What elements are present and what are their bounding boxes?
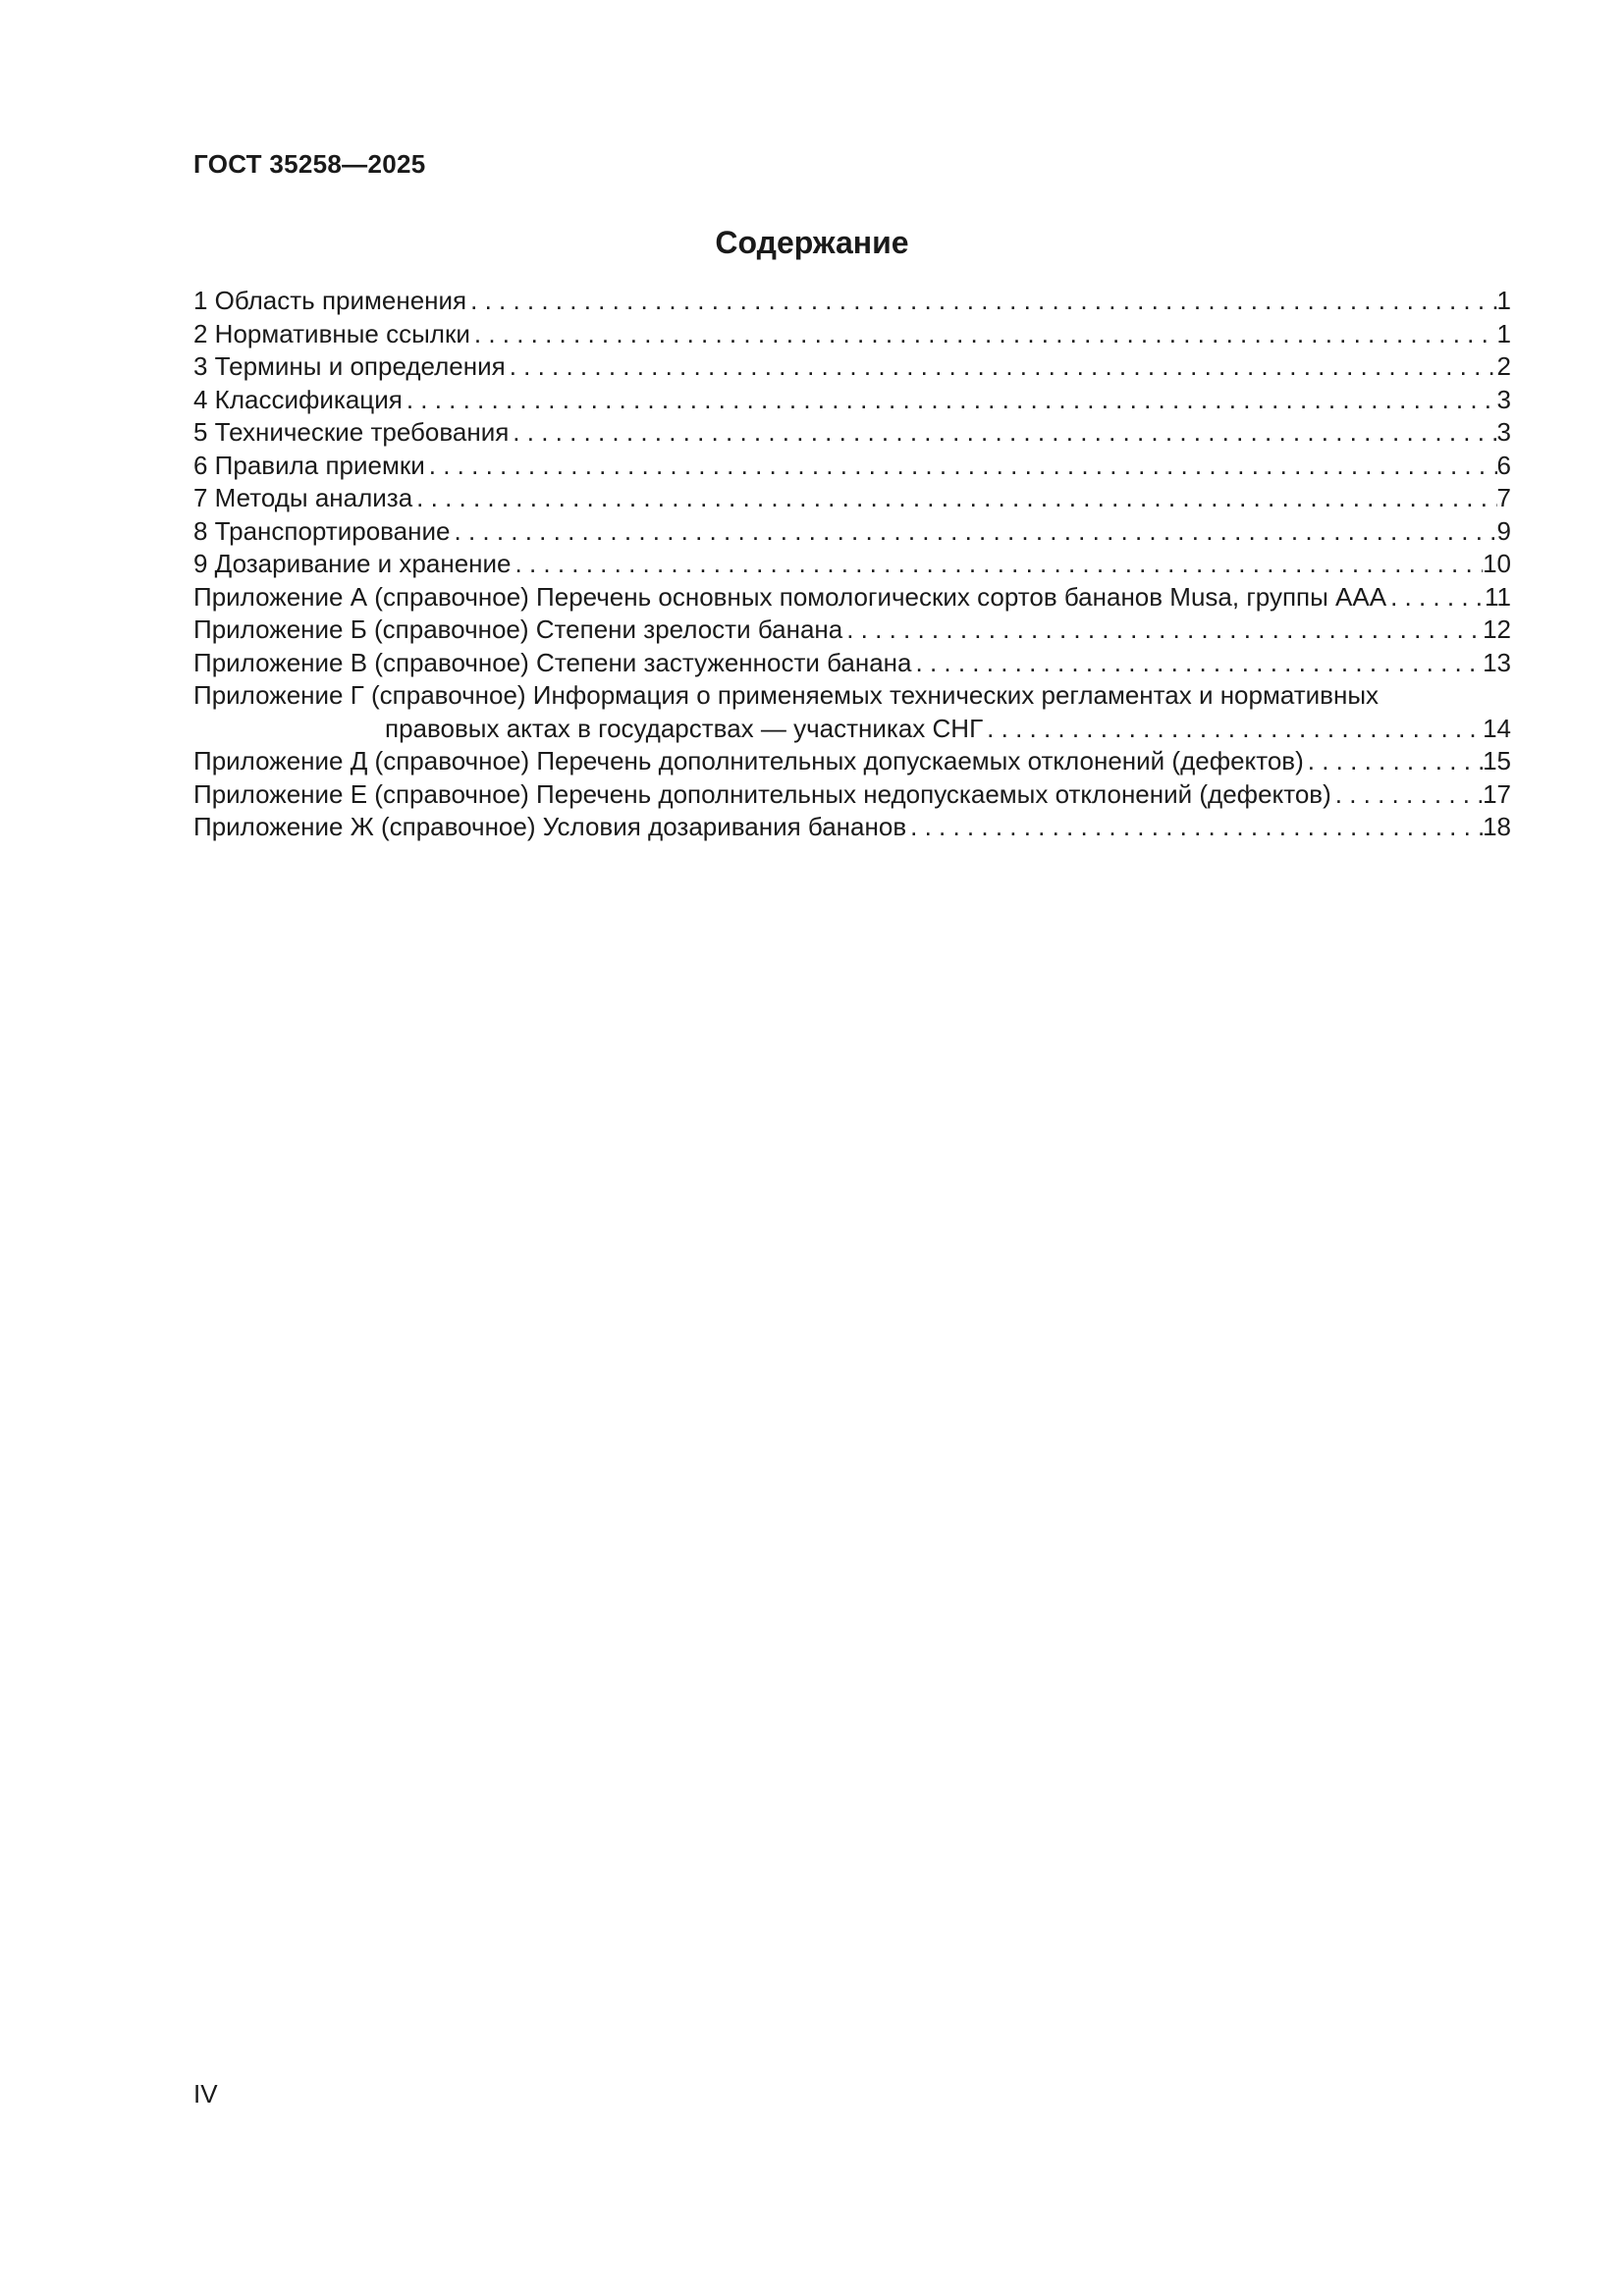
toc-leader-dots xyxy=(506,350,1497,384)
toc-entry-label: Приложение А (справочное) Перечень основных помологических сортов бананов Musa, группы ААА xyxy=(193,581,1387,612)
toc-entry-page: 9 xyxy=(1496,515,1511,546)
toc-entry-label: 6 Правила приемки xyxy=(193,450,425,480)
document-code: ГОСТ 35258—2025 xyxy=(193,149,426,179)
toc-entry[interactable] xyxy=(193,318,1511,351)
toc-leader-dots xyxy=(466,285,1496,318)
toc-entry-page: 2 xyxy=(1496,351,1511,381)
toc-entry-page: 11 xyxy=(1485,581,1511,612)
toc-leader-dots xyxy=(470,318,1497,351)
toc-entry-page: 13 xyxy=(1483,647,1511,677)
toc-entry[interactable] xyxy=(193,450,1511,483)
toc-entry[interactable] xyxy=(193,614,1511,647)
toc-entry[interactable] xyxy=(193,581,1511,614)
toc-entry[interactable] xyxy=(193,811,1511,844)
toc-leader-dots xyxy=(509,416,1496,450)
toc-entry-label-continuation: правовых актах в государствах — участниках СНГ xyxy=(385,713,984,743)
toc-entry[interactable] xyxy=(193,285,1511,318)
toc-entry-label: 4 Классификация xyxy=(193,384,403,414)
toc-entry[interactable] xyxy=(193,350,1511,384)
toc-entry[interactable] xyxy=(193,778,1511,812)
toc-entry-page: 15 xyxy=(1483,746,1511,775)
toc-entry-label: 3 Термины и определения xyxy=(193,351,506,381)
toc-leader-dots xyxy=(983,713,1483,746)
toc-entry[interactable] xyxy=(193,482,1511,515)
toc-entry-label: 1 Область применения xyxy=(193,286,467,315)
toc-entry[interactable] xyxy=(193,679,1511,713)
toc-entry-label: 9 Дозаривание и хранение xyxy=(193,549,512,578)
toc-entry-label: Приложение Б (справочное) Степени зрелости банана xyxy=(193,614,843,644)
toc-entry-label: 2 Нормативные ссылки xyxy=(193,318,470,348)
toc-entry-page: 14 xyxy=(1483,713,1511,743)
toc-entry-page: 17 xyxy=(1483,778,1511,809)
toc-entry[interactable] xyxy=(193,745,1511,778)
toc-entry-page: 18 xyxy=(1483,812,1511,841)
toc-entry-page: 1 xyxy=(1496,286,1511,315)
table-of-contents xyxy=(193,285,1511,844)
toc-entry[interactable] xyxy=(193,647,1511,680)
toc-leader-dots xyxy=(842,614,1483,647)
toc-entry-label: Приложение Ж (справочное) Условия дозаривания бананов xyxy=(193,812,907,841)
toc-entry[interactable] xyxy=(193,515,1511,549)
toc-entry-page: 1 xyxy=(1496,318,1511,348)
toc-entry-label: Приложение Д (справочное) Перечень дополнительных допускаемых отклонений (дефектов) xyxy=(193,746,1304,775)
toc-leader-dots xyxy=(412,482,1496,515)
toc-leader-dots xyxy=(451,515,1497,549)
toc-leader-dots xyxy=(906,811,1483,844)
toc-leader-dots xyxy=(1331,778,1483,812)
toc-leader-dots xyxy=(1304,745,1483,778)
toc-entry[interactable] xyxy=(193,548,1511,581)
toc-entry-page: 10 xyxy=(1483,549,1511,578)
toc-entry-label: Приложение Е (справочное) Перечень дополнительных недопускаемых отклонений (дефектов) xyxy=(193,778,1331,809)
toc-entry-label: 5 Технические требования xyxy=(193,417,510,447)
toc-title: Содержание xyxy=(715,225,909,260)
toc-entry[interactable] xyxy=(193,416,1511,450)
page-number: IV xyxy=(193,2079,218,2109)
toc-entry-page: 12 xyxy=(1483,614,1511,644)
toc-entry-label: Приложение В (справочное) Степени застуженности банана xyxy=(193,647,912,677)
toc-entry-page: 3 xyxy=(1496,417,1511,447)
toc-entry-page: 6 xyxy=(1496,450,1511,480)
toc-leader-dots xyxy=(425,450,1497,483)
toc-entry-page: 7 xyxy=(1496,483,1511,512)
toc-entry-label: 8 Транспортирование xyxy=(193,515,451,546)
toc-entry[interactable] xyxy=(193,384,1511,417)
toc-entry-continuation[interactable] xyxy=(193,713,1511,746)
toc-entry-label: 7 Методы анализа xyxy=(193,483,413,512)
toc-leader-dots xyxy=(1386,581,1485,614)
toc-entry-label: Приложение Г (справочное) Информация о применяемых технических регламентах и нормативных xyxy=(193,680,1380,710)
toc-leader-dots xyxy=(912,647,1484,680)
toc-entry-page: 3 xyxy=(1496,384,1511,414)
toc-leader-dots xyxy=(512,548,1484,581)
toc-leader-dots xyxy=(403,384,1497,417)
